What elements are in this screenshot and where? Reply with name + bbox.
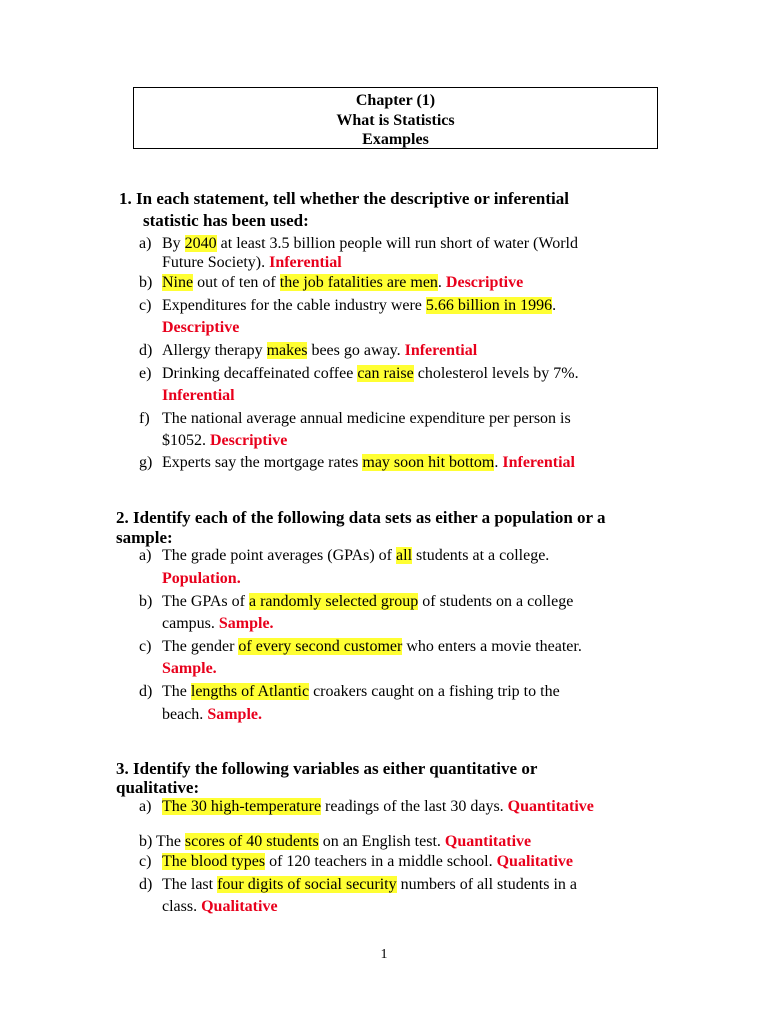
q1-item-c-text: Expenditures for the cable industry were 5.66 billion in 1996.: [162, 297, 557, 314]
chapter-number: Chapter (1): [355, 92, 436, 109]
answer-label: Descriptive: [210, 432, 288, 449]
answer-label: Inferential: [269, 254, 342, 271]
q2-item-b-text: The GPAs of a randomly selected group of students on a college: [162, 593, 574, 610]
q3-item-b-text: b) The scores of 40 students on an English test. Quantitative: [139, 833, 532, 850]
q1-item-g-text: Experts say the mortgage rates may soon hit bottom. Inferential: [162, 454, 575, 471]
q2-item-a: a): [139, 547, 152, 564]
q3-heading-cont: qualitative:: [116, 778, 200, 797]
q1-item-c-answer: [162, 318, 239, 338]
q1-item-b-text: Nine out of ten of the job fatalities are men. Descriptive: [162, 274, 524, 291]
answer-label: Sample.: [218, 615, 274, 632]
answer-label: Descriptive: [445, 274, 524, 291]
q1-item-f-cont: $1052. Descriptive: [162, 432, 288, 449]
answer-label: Quantitative: [507, 798, 594, 815]
chapter-title: What is Statistics: [336, 111, 455, 129]
answer-label: Inferential: [404, 342, 478, 359]
q1-item-c: c): [139, 297, 152, 314]
q2-item-b: b): [139, 593, 153, 610]
q1-item-f: f): [139, 410, 150, 427]
page-number: 1: [380, 947, 388, 962]
q1-item-e: e): [139, 365, 152, 382]
q1-item-e-answer: [162, 386, 235, 406]
q3-item-c: c): [139, 853, 152, 870]
q1-item-b: b): [139, 274, 153, 291]
answer-label: Quantitative: [444, 833, 532, 850]
q2-item-d: d): [139, 683, 153, 700]
q1-item-d-text: Allergy therapy makes bees go away. Inferential: [162, 342, 478, 359]
q1-item-a: a): [139, 235, 152, 252]
q1-item-d: d): [139, 342, 153, 359]
answer-label: Inferential: [502, 454, 575, 471]
q1-item-e-text: Drinking decaffeinated coffee can raise cholesterol levels by 7%.: [162, 365, 579, 382]
q2-item-a-text: The grade point averages (GPAs) of all students at a college.: [162, 547, 550, 564]
q2-item-c-text: The gender of every second customer who enters a movie theater.: [162, 638, 582, 655]
q3-item-c-text: The blood types of 120 teachers in a middle school. Qualitative: [162, 853, 574, 870]
q3-item-a-text: The 30 high-temperature readings of the last 30 days. Quantitative: [162, 798, 594, 815]
q2-heading-cont: sample:: [116, 528, 173, 547]
answer-label: Population.: [162, 570, 241, 587]
q3-item-a: a): [139, 798, 152, 815]
q2-item-b-cont: campus. Sample.: [162, 615, 274, 632]
q1-item-a-text: By 2040 at least 3.5 billion people will run short of water (World: [162, 235, 578, 252]
answer-label: Descriptive: [162, 319, 240, 336]
q1-heading: 1. In each statement, tell whether the descriptive or inferential: [119, 189, 569, 208]
q1-item-a-cont: Future Society). Inferential: [162, 254, 342, 271]
q3-item-d-cont: class. Qualitative: [162, 898, 278, 915]
answer-label: Qualitative: [201, 898, 278, 915]
q1-heading-cont: statistic has been used:: [143, 211, 309, 230]
chapter-subtitle: Examples: [362, 131, 429, 148]
q2-heading: 2. Identify each of the following data sets as either a population or a: [116, 508, 606, 527]
q3-item-d-text: The last four digits of social security numbers of all students in a: [162, 876, 578, 893]
q3-heading: 3. Identify the following variables as either quantitative or: [116, 759, 538, 778]
q2-item-d-text: The lengths of Atlantic croakers caught on a fishing trip to the: [162, 683, 560, 700]
q3-item-d: d): [139, 876, 153, 893]
answer-label: Sample.: [162, 660, 217, 677]
q1-item-g: g): [139, 454, 153, 471]
answer-label: Inferential: [162, 387, 235, 404]
answer-label: Sample.: [207, 706, 262, 723]
answer-label: Qualitative: [496, 853, 574, 870]
q2-item-c-answer: [162, 659, 217, 679]
q1-item-f-text: The national average annual medicine expenditure per person is: [162, 410, 571, 427]
q2-item-a-answer: [162, 569, 241, 589]
chapter-title-box: [133, 87, 658, 149]
q2-item-d-cont: beach. Sample.: [162, 706, 262, 723]
q2-item-c: c): [139, 638, 152, 655]
